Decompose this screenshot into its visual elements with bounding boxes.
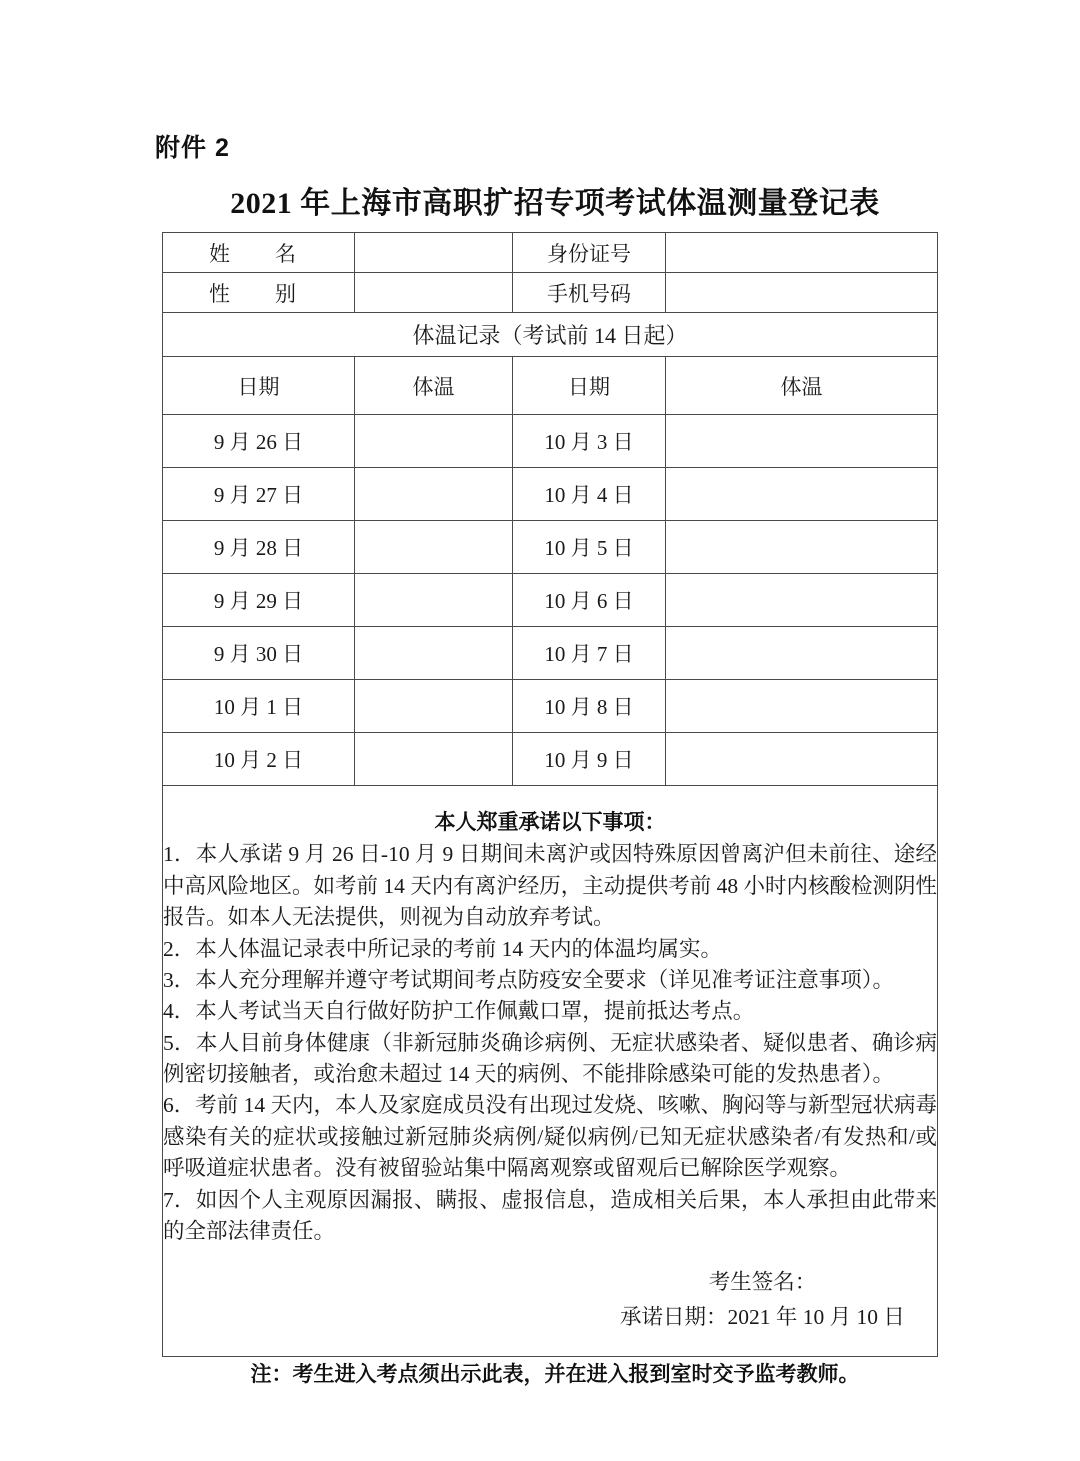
table-row — [163, 733, 938, 786]
footer-note: 注：考生进入考点须出示此表，并在进入报到室时交予监考教师。 — [250, 1363, 860, 1386]
commitment-item-5: 5．本人目前身体健康（非新冠肺炎确诊病例、无症状感染者、疑似患者、确诊病例密切接触者，或治愈未超过 14 天的病例、不能排除感染可能的发热患者）。 — [163, 1030, 937, 1087]
cell-temperature[interactable] — [355, 521, 513, 574]
table-row — [163, 627, 938, 680]
attachment-label: 附件 2 — [155, 134, 230, 162]
cell-temperature[interactable] — [355, 468, 513, 521]
cell-phone-label: 手机号码 — [513, 273, 666, 313]
signature-block — [163, 1265, 937, 1335]
cell-temperature[interactable] — [355, 415, 513, 468]
cell-temperature[interactable] — [666, 415, 938, 468]
page-title: 2021 年上海市高职扩招专项考试体温测量登记表 — [230, 187, 880, 220]
cell-temperature[interactable] — [355, 733, 513, 786]
cell-temperature[interactable] — [666, 733, 938, 786]
column-header-date-right: 日期 — [513, 357, 666, 415]
cell-id-label: 身份证号 — [513, 233, 666, 273]
commitment-block — [163, 786, 938, 1357]
table-row — [163, 680, 938, 733]
table-row-gender — [163, 273, 938, 313]
cell-id-value[interactable] — [666, 233, 938, 273]
cell-date: 10 月 3 日 — [513, 415, 666, 468]
cell-date: 10 月 5 日 — [513, 521, 666, 574]
cell-date: 10 月 2 日 — [163, 733, 355, 786]
cell-date: 10 月 8 日 — [513, 680, 666, 733]
signature-label[interactable]: 考生签名： — [708, 1270, 817, 1295]
table-row-section-header — [163, 313, 938, 357]
table-row — [163, 415, 938, 468]
commitment-item-1: 1．本人承诺 9 月 26 日-10 月 9 日期间未离沪或因特殊原因曾离沪但未前往、途经中高风险地区。如考前 14 天内有离沪经历，主动提供考前 48 小时内核酸检测阴性报告。如本人无法提供，则视为自动放弃考试。 — [163, 842, 938, 930]
table-row-name — [163, 233, 938, 273]
column-header-date-left: 日期 — [163, 357, 355, 415]
cell-date: 9 月 30 日 — [163, 627, 355, 680]
cell-temperature[interactable] — [666, 521, 938, 574]
section-header-label: 体温记录（考试前 14 日起） — [163, 313, 938, 357]
cell-phone-value[interactable] — [666, 273, 938, 313]
commitment-heading: 本人郑重承诺以下事项： — [434, 810, 666, 834]
commitment-item-3: 3．本人充分理解并遵守考试期间考点防疫安全要求（详见准考证注意事项）。 — [163, 967, 895, 992]
cell-name-label: 姓 名 — [163, 233, 355, 273]
table-row-column-headers — [163, 357, 938, 415]
cell-temperature[interactable] — [666, 627, 938, 680]
cell-temperature[interactable] — [355, 680, 513, 733]
table-row-commitment — [163, 786, 938, 1357]
column-header-temp-right: 体温 — [666, 357, 938, 415]
cell-date: 9 月 26 日 — [163, 415, 355, 468]
commitment-item-2: 2．本人体温记录表中所记录的考前 14 天内的体温均属实。 — [163, 936, 723, 961]
cell-date: 10 月 4 日 — [513, 468, 666, 521]
table-row — [163, 574, 938, 627]
commitment-item-7: 7．如因个人主观原因漏报、瞒报、虚报信息，造成相关后果，本人承担由此带来的全部法律责任。 — [163, 1187, 937, 1243]
commitment-date-label: 承诺日期：2021 年 10 月 10 日 — [620, 1305, 905, 1330]
cell-date: 9 月 28 日 — [163, 521, 355, 574]
table-row — [163, 521, 938, 574]
cell-temperature[interactable] — [355, 627, 513, 680]
commitment-item-6: 6．考前 14 天内，本人及家庭成员没有出现过发烧、咳嗽、胸闷等与新型冠状病毒感染有关的症状或接触过新冠肺炎病例/疑似病例/已知无症状感染者/有发热和/或呼吸道症状患者。没有被留验站集中隔离观察或留观后已解除医学观察。 — [163, 1093, 938, 1181]
cell-temperature[interactable] — [666, 680, 938, 733]
temperature-log-table — [162, 232, 938, 1357]
commitment-item-4: 4．本人考试当天自行做好防护工作佩戴口罩，提前抵达考点。 — [163, 999, 755, 1024]
cell-name-value[interactable] — [355, 233, 513, 273]
cell-date: 9 月 27 日 — [163, 468, 355, 521]
cell-temperature[interactable] — [355, 574, 513, 627]
cell-gender-label: 性 别 — [163, 273, 355, 313]
cell-date: 10 月 7 日 — [513, 627, 666, 680]
cell-temperature[interactable] — [666, 468, 938, 521]
cell-date: 10 月 6 日 — [513, 574, 666, 627]
table-row — [163, 468, 938, 521]
cell-temperature[interactable] — [666, 574, 938, 627]
column-header-temp-left: 体温 — [355, 357, 513, 415]
cell-date: 10 月 9 日 — [513, 733, 666, 786]
cell-gender-value[interactable] — [355, 273, 513, 313]
cell-date: 10 月 1 日 — [163, 680, 355, 733]
cell-date: 9 月 29 日 — [163, 574, 355, 627]
